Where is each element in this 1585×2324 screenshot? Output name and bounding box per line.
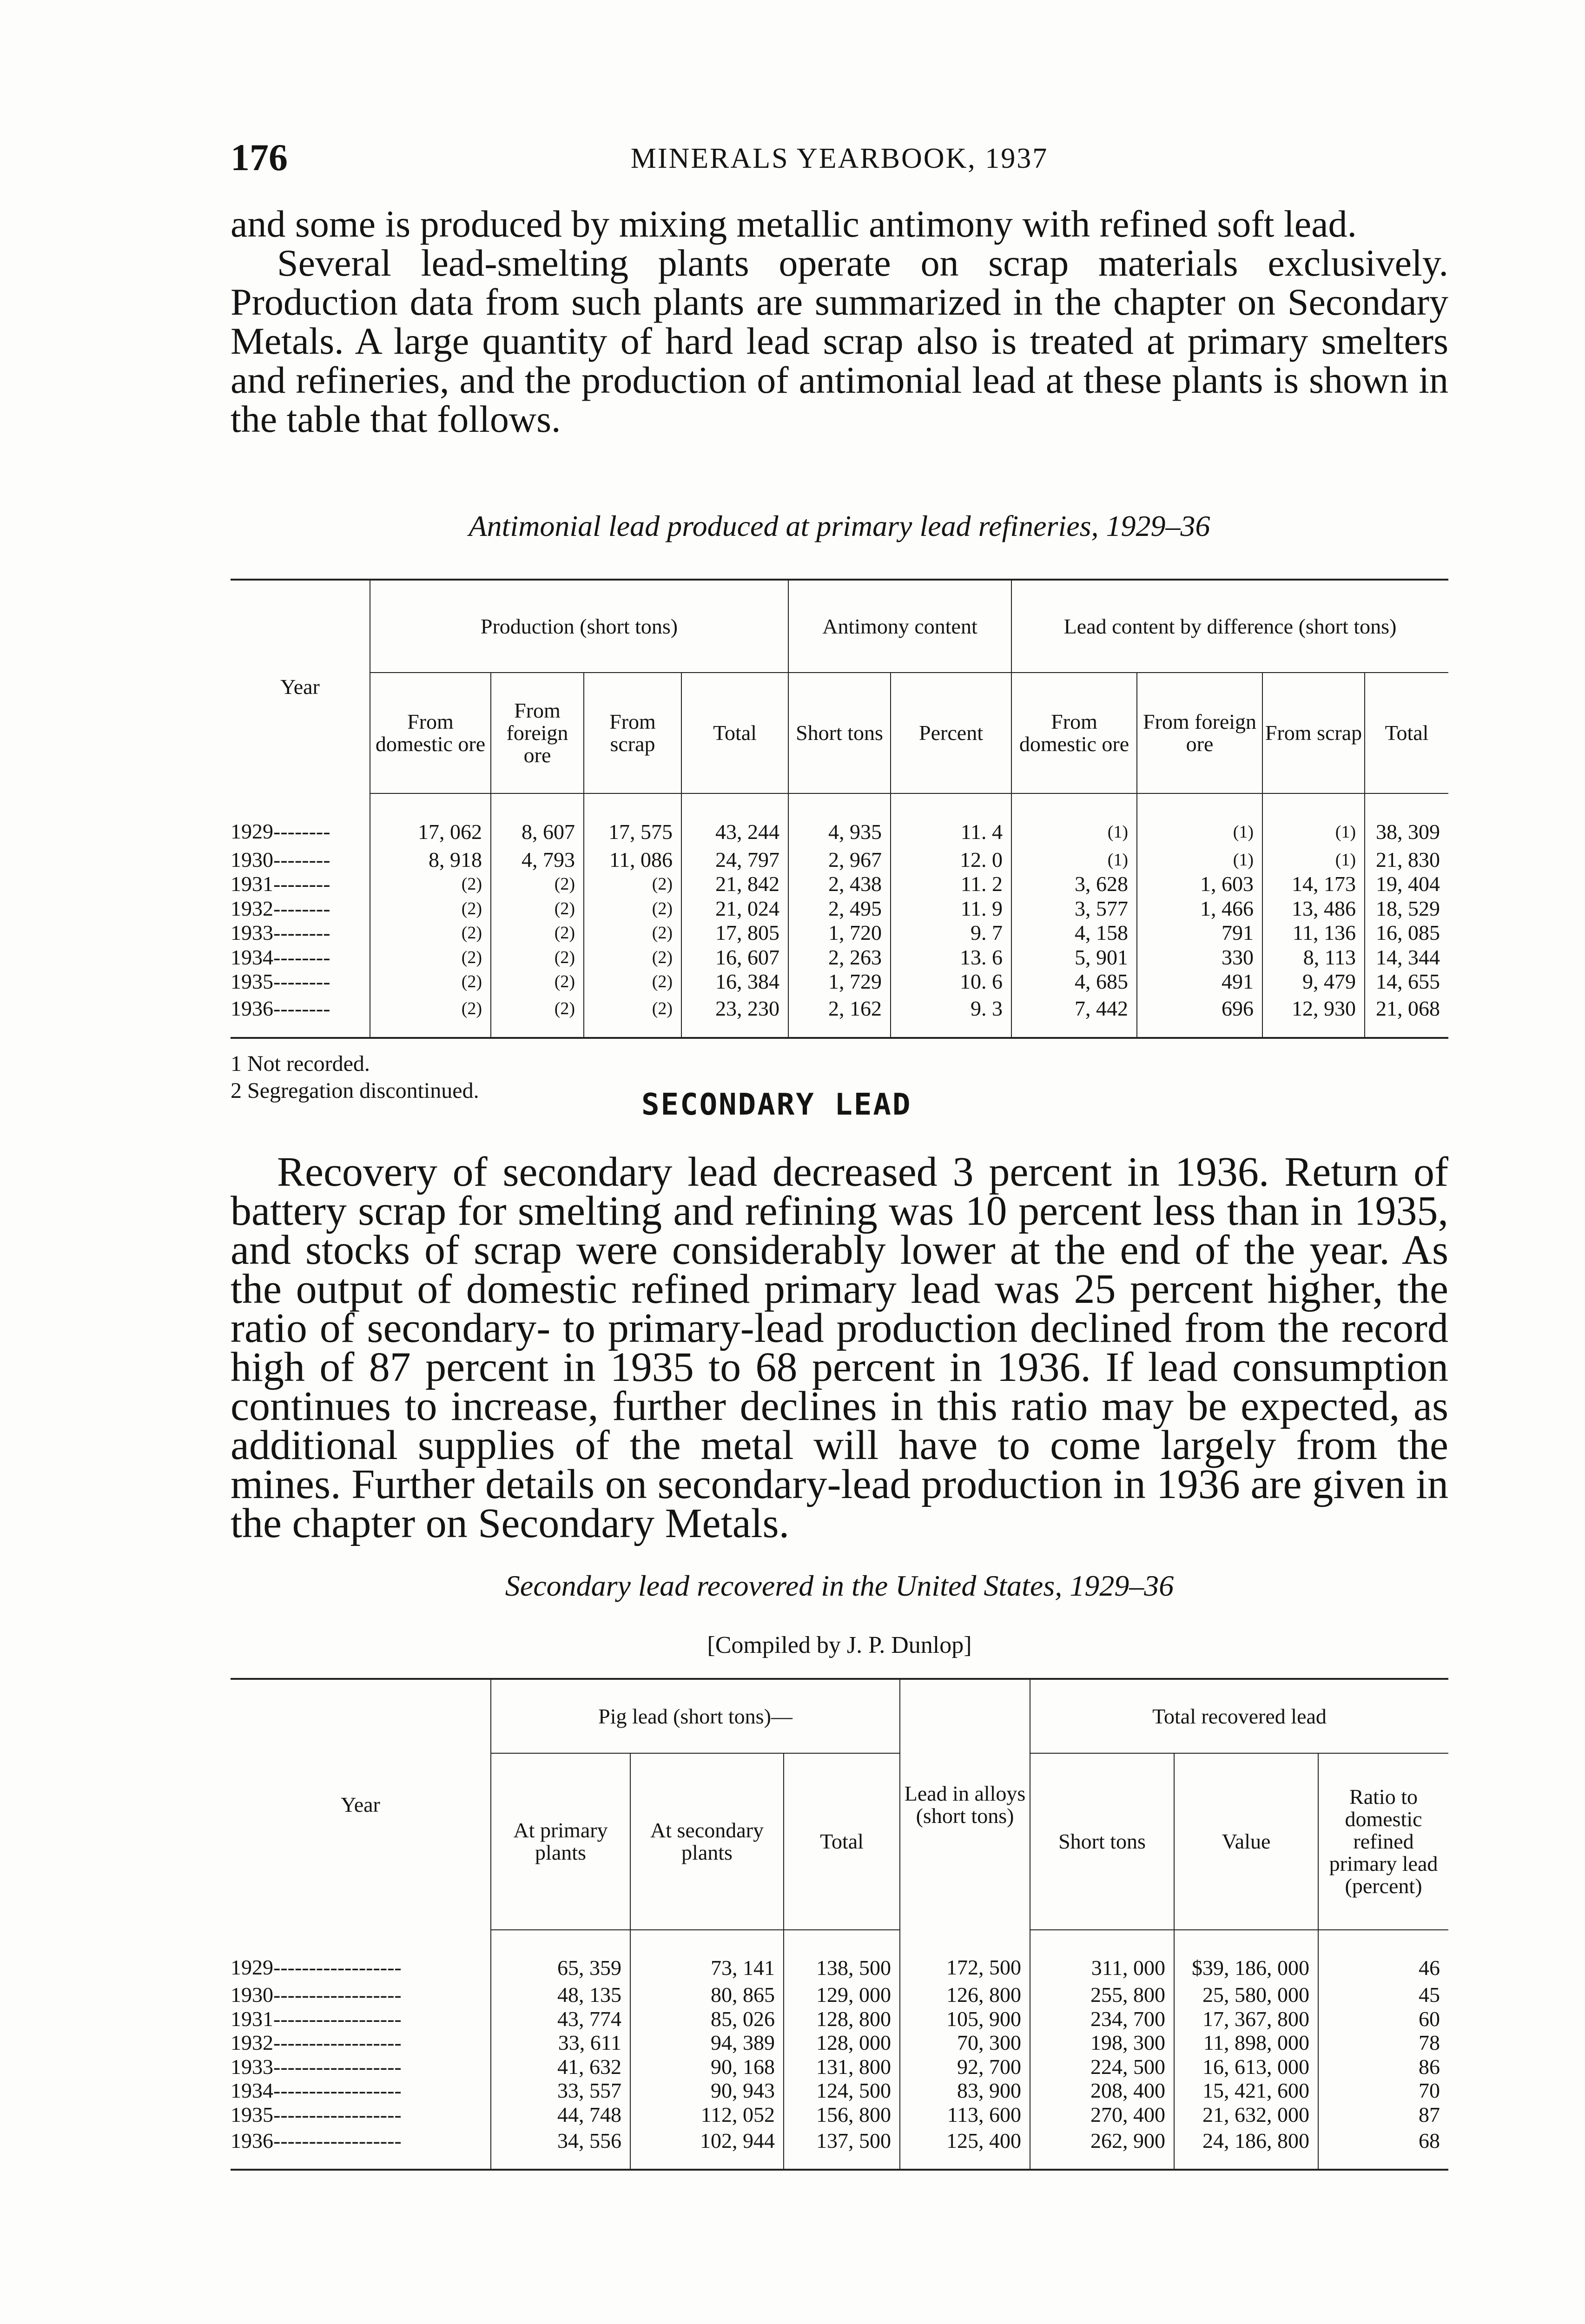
table-row <box>231 2103 1448 2126</box>
leader-dots: -------- <box>273 872 330 896</box>
intro-paragraph-2: Several lead-smelting plants operate on scrap materials exclusively. Production data from such plants are summarized in the chapter on Secondary Metals. A large quantity of hard lead scrap also is treated at primary smelters and refineries, and the production of antimonial lead at these plants is shown in the table that follows. <box>231 242 1448 440</box>
table-cell: 43, 244 <box>681 793 788 848</box>
table-row <box>231 970 1448 994</box>
year-cell <box>231 2079 491 2102</box>
table-cell: 330 <box>1137 945 1262 970</box>
year-label: 1931 <box>231 2007 273 2031</box>
running-head: MINERALS YEARBOOK, 1937 <box>630 143 1049 174</box>
table-cell: 68 <box>1318 2126 1448 2170</box>
table-cell: 17, 367, 800 <box>1174 2007 1318 2031</box>
table-cell: 94, 389 <box>630 2031 784 2054</box>
table-cell: (1) <box>1262 793 1365 848</box>
table-cell: 491 <box>1137 970 1262 994</box>
column-header: From domestic ore <box>1011 673 1137 793</box>
table-cell: 129, 000 <box>784 1983 900 2007</box>
table-cell: 9, 479 <box>1262 970 1365 994</box>
table-cell: 60 <box>1419 2007 1440 2031</box>
secondary-text <box>231 1149 1448 1546</box>
table-cell: 4, 935 <box>788 793 891 848</box>
table-cell: 25, 580, 000 <box>1174 1983 1318 2007</box>
table-cell: 126, 800 <box>900 1983 1030 2007</box>
year-cell <box>231 2126 491 2170</box>
table-cell: 1, 720 <box>788 921 891 945</box>
leader-dots: -------- <box>273 970 330 994</box>
table-cell: 17, 575 <box>584 793 681 848</box>
table-cell: 8, 607 <box>491 793 584 848</box>
column-header: At secondary plants <box>630 1753 784 1930</box>
year-cell <box>231 872 370 896</box>
table-row <box>231 2007 1448 2031</box>
table-cell: 172, 500 <box>900 1930 1030 1983</box>
table-cell: (2) <box>491 872 584 896</box>
leader-dots: -------- <box>273 945 330 969</box>
table-cell: (2) <box>370 872 491 896</box>
table-row <box>231 793 1448 848</box>
intro-paragraph-1: and some is produced by mixing metallic antimony with refined soft lead. <box>231 203 1357 245</box>
table-cell: 105, 900 <box>900 2007 1030 2031</box>
leader-dots: -------- <box>273 847 330 872</box>
table-cell: 137, 500 <box>784 2126 900 2170</box>
table-cell: 4, 158 <box>1011 921 1137 945</box>
column-header: Percent <box>891 673 1011 793</box>
table-cell: (2) <box>491 994 584 1038</box>
table-cell: 4, 793 <box>491 848 584 872</box>
column-header: Value <box>1174 1753 1318 1930</box>
table-cell: 1, 466 <box>1137 897 1262 921</box>
table-cell: 9. 3 <box>891 994 1011 1038</box>
table-cell: 2, 438 <box>788 872 891 896</box>
table-cell: 14, 655 <box>1376 970 1440 994</box>
year-label: 1929 <box>231 819 273 844</box>
table-cell: 41, 632 <box>491 2055 630 2079</box>
table-cell: 3, 577 <box>1011 897 1137 921</box>
table-cell: (2) <box>584 970 681 994</box>
table-cell: 3, 628 <box>1011 872 1137 896</box>
table-cell: 34, 556 <box>491 2126 630 2170</box>
column-header: Short tons <box>1030 1753 1174 1930</box>
table-cell: 262, 900 <box>1030 2126 1174 2170</box>
antimonial-table-caption: Antimonial lead produced at primary lead refineries, 1929–36 <box>469 509 1210 542</box>
table-cell: 1, 603 <box>1137 872 1262 896</box>
table-cell: 5, 901 <box>1011 945 1137 970</box>
table-cell: 11. 2 <box>891 872 1011 896</box>
secondary-lead-table <box>231 1678 1448 2171</box>
intro-text <box>231 205 1448 439</box>
column-header: Total <box>784 1753 900 1930</box>
table-cell: 9. 7 <box>891 921 1011 945</box>
column-header: From domestic ore <box>370 673 491 793</box>
table-cell: $39, 186, 000 <box>1174 1930 1318 1983</box>
table-cell: 124, 500 <box>784 2079 900 2102</box>
table-cell: (1) <box>1137 848 1262 872</box>
table-row <box>231 2126 1448 2170</box>
year-label: 1930 <box>231 1983 273 2007</box>
table-cell: 13, 486 <box>1262 897 1365 921</box>
year-cell <box>231 1930 491 1983</box>
leader-dots: ------------------ <box>273 1983 402 2007</box>
leader-dots: ------------------ <box>273 2007 402 2031</box>
column-header: From foreign ore <box>491 673 584 793</box>
year-label: 1933 <box>231 921 273 945</box>
table-cell: 16, 384 <box>681 970 788 994</box>
compiled-by: [Compiled by J. P. Dunlop] <box>707 1632 972 1658</box>
table-cell: 85, 026 <box>630 2007 784 2031</box>
year-label: 1935 <box>231 2102 273 2126</box>
table-cell: 10. 6 <box>891 970 1011 994</box>
antimony-group-header: Antimony content <box>788 580 1011 673</box>
leader-dots: ------------------ <box>273 2031 402 2055</box>
page-header <box>231 136 1448 187</box>
table-cell: 138, 500 <box>784 1930 900 1983</box>
table-cell: 16, 613, 000 <box>1174 2055 1318 2079</box>
leader-dots: ------------------ <box>273 1955 402 1980</box>
table-cell: 7, 442 <box>1011 994 1137 1038</box>
table-cell: 86 <box>1419 2054 1440 2079</box>
year-label: 1934 <box>231 945 273 969</box>
section-heading: SECONDARY LEAD <box>641 1088 912 1122</box>
column-header: From foreign ore <box>1137 673 1262 793</box>
year-cell <box>231 2031 491 2054</box>
table-cell: (2) <box>491 897 584 921</box>
table-cell: (2) <box>584 872 681 896</box>
table-cell: 33, 611 <box>491 2031 630 2054</box>
table-cell: 73, 141 <box>630 1930 784 1983</box>
table-cell: 38, 309 <box>1376 819 1440 844</box>
year-label: 1936 <box>231 2128 273 2152</box>
column-header: From scrap <box>584 673 681 793</box>
table-cell: 2, 495 <box>788 897 891 921</box>
alloys-column-header: Lead in alloys (short tons) <box>900 1679 1030 1930</box>
table-cell: 21, 024 <box>681 897 788 921</box>
table-cell: 14, 173 <box>1262 872 1365 896</box>
year-label: 1931 <box>231 872 273 896</box>
table-cell: (2) <box>491 970 584 994</box>
table-cell: (2) <box>584 897 681 921</box>
table-cell: 255, 800 <box>1030 1983 1174 2007</box>
column-header: At primary plants <box>491 1753 630 1930</box>
table-cell: 43, 774 <box>491 2007 630 2031</box>
leader-dots: ------------------ <box>273 2102 402 2126</box>
table-cell: 12, 930 <box>1262 994 1365 1038</box>
table-cell: (2) <box>370 921 491 945</box>
leader-dots: ------------------ <box>273 2128 402 2152</box>
table-cell: 90, 943 <box>630 2079 784 2102</box>
table-cell: 21, 830 <box>1376 847 1440 872</box>
table-cell: 12. 0 <box>891 848 1011 872</box>
table-cell: 80, 865 <box>630 1983 784 2007</box>
table-cell: 11. 9 <box>891 897 1011 921</box>
year-cell <box>231 970 370 994</box>
table-cell: 696 <box>1137 994 1262 1038</box>
table-cell: 17, 805 <box>681 921 788 945</box>
year-cell <box>231 793 370 848</box>
table-cell: 2, 967 <box>788 848 891 872</box>
table-row <box>231 872 1448 896</box>
table-cell: 2, 263 <box>788 945 891 970</box>
table-cell: (1) <box>1262 848 1365 872</box>
table-cell: (2) <box>370 994 491 1038</box>
table-row <box>231 897 1448 921</box>
table-cell: 21, 632, 000 <box>1174 2103 1318 2126</box>
table-cell: 14, 344 <box>1376 945 1440 969</box>
table-cell: 11, 086 <box>584 848 681 872</box>
table-cell: 24, 797 <box>681 848 788 872</box>
table-cell: 70, 300 <box>900 2031 1030 2054</box>
footnote: 1 Not recorded. <box>231 1051 370 1076</box>
table-cell: 270, 400 <box>1030 2103 1174 2126</box>
table-cell: 24, 186, 800 <box>1174 2126 1318 2170</box>
table-row <box>231 945 1448 970</box>
table-cell: 8, 113 <box>1262 945 1365 970</box>
antimonial-lead-table <box>231 579 1448 1039</box>
table-cell: (2) <box>370 945 491 970</box>
production-group-header: Production (short tons) <box>370 580 788 673</box>
table-cell: 48, 135 <box>491 1983 630 2007</box>
table-cell: 70 <box>1419 2079 1440 2103</box>
table-cell: 234, 700 <box>1030 2007 1174 2031</box>
table-cell: 83, 900 <box>900 2079 1030 2102</box>
table-cell: 11. 4 <box>891 793 1011 848</box>
year-column-header: Year <box>231 580 370 793</box>
table-row <box>231 1930 1448 1983</box>
leader-dots: ------------------ <box>273 2079 402 2103</box>
table-cell: 13. 6 <box>891 945 1011 970</box>
table-cell: 17, 062 <box>370 793 491 848</box>
column-header: From scrap <box>1262 673 1365 793</box>
year-column-header: Year <box>231 1679 491 1930</box>
year-label: 1932 <box>231 896 273 920</box>
table-cell: 16, 085 <box>1376 921 1440 945</box>
lead-content-group-header: Lead content by difference (short tons) <box>1011 580 1448 673</box>
table-cell: 2, 162 <box>788 994 891 1038</box>
secondary-table-caption: Secondary lead recovered in the United States, 1929–36 <box>505 1569 1174 1602</box>
year-label: 1935 <box>231 970 273 994</box>
table-cell: (1) <box>1011 793 1137 848</box>
column-header: Short tons <box>788 673 891 793</box>
table-cell: (1) <box>1011 848 1137 872</box>
year-label: 1930 <box>231 847 273 872</box>
table-row <box>231 994 1448 1038</box>
table-cell: (1) <box>1137 793 1262 848</box>
table-cell: 92, 700 <box>900 2055 1030 2079</box>
leader-dots: -------- <box>273 921 330 945</box>
pig-lead-group-header: Pig lead (short tons)— <box>491 1679 900 1753</box>
table-cell: 21, 068 <box>1365 994 1448 1038</box>
table-cell: 224, 500 <box>1030 2055 1174 2079</box>
column-header: Ratio to domestic refined primary lead (percent) <box>1318 1753 1448 1930</box>
table-cell: 18, 529 <box>1376 896 1440 920</box>
table-row <box>231 2055 1448 2079</box>
table-row <box>231 1983 1448 2007</box>
table-row <box>231 2031 1448 2054</box>
leader-dots: -------- <box>273 896 330 920</box>
year-label: 1929 <box>231 1955 273 1980</box>
table-cell: (2) <box>370 897 491 921</box>
table-row <box>231 921 1448 945</box>
table-cell: 311, 000 <box>1030 1930 1174 1983</box>
table-cell: 208, 400 <box>1030 2079 1174 2102</box>
leader-dots: -------- <box>273 819 330 844</box>
table-cell: 45 <box>1419 1983 1440 2007</box>
table-cell: 15, 421, 600 <box>1174 2079 1318 2102</box>
table-cell: 44, 748 <box>491 2103 630 2126</box>
year-cell <box>231 945 370 970</box>
table-cell: 156, 800 <box>784 2103 900 2126</box>
table-cell: (2) <box>491 945 584 970</box>
leader-dots: -------- <box>273 996 330 1020</box>
table-cell: 19, 404 <box>1376 872 1440 896</box>
table-cell: 11, 136 <box>1262 921 1365 945</box>
table-cell: (2) <box>584 945 681 970</box>
year-label: 1933 <box>231 2054 273 2079</box>
year-label: 1932 <box>231 2031 273 2055</box>
table-cell: 113, 600 <box>900 2103 1030 2126</box>
year-label: 1936 <box>231 996 273 1020</box>
page-number: 176 <box>231 136 288 178</box>
leader-dots: ------------------ <box>273 2054 402 2079</box>
year-cell <box>231 897 370 921</box>
table-cell: 128, 800 <box>784 2007 900 2031</box>
table-cell: 46 <box>1419 1955 1440 1980</box>
table-cell: 23, 230 <box>681 994 788 1038</box>
table-cell: 198, 300 <box>1030 2031 1174 2054</box>
footnote: 2 Segregation discontinued. <box>231 1078 479 1103</box>
table-cell: 1, 729 <box>788 970 891 994</box>
table-cell: 16, 607 <box>681 945 788 970</box>
table-cell: (2) <box>584 994 681 1038</box>
antimonial-footnotes <box>231 1050 479 1104</box>
column-header: Total <box>1365 673 1448 793</box>
table-cell: 33, 557 <box>491 2079 630 2102</box>
year-label: 1934 <box>231 2079 273 2103</box>
secondary-paragraph: Recovery of secondary lead decreased 3 percent in 1936. Return of battery scrap for smelting and refining was 10 percent less than in 1935, and stocks of scrap were considerably lower at the end of the year. As the output of domestic refined primary lead was 25 percent higher, the ratio of secondary- to primary-lead production declined from the record high of 87 percent in 1935 to 68 percent in 1936. If lead consumption continues to increase, further declines in this ratio may be expected, as additional supplies of the metal will have to come largely from the mines. Further details on secondary-lead production in 1936 are given in the chapter on Secondary Metals. <box>231 1149 1448 1546</box>
table-cell: 112, 052 <box>630 2103 784 2126</box>
table-cell: (2) <box>370 970 491 994</box>
table-cell: (2) <box>584 921 681 945</box>
total-recovered-group-header: Total recovered lead <box>1030 1679 1448 1753</box>
year-cell <box>231 1983 491 2007</box>
table-cell: 131, 800 <box>784 2055 900 2079</box>
table-row <box>231 2079 1448 2102</box>
year-cell <box>231 921 370 945</box>
table-cell: (2) <box>491 921 584 945</box>
table-cell: 791 <box>1137 921 1262 945</box>
table-cell: 65, 359 <box>491 1930 630 1983</box>
table-cell: 128, 000 <box>784 2031 900 2054</box>
column-header: Total <box>681 673 788 793</box>
year-cell <box>231 848 370 872</box>
table-cell: 125, 400 <box>900 2126 1030 2170</box>
table-cell: 21, 842 <box>681 872 788 896</box>
table-cell: 78 <box>1419 2031 1440 2055</box>
table-cell: 87 <box>1419 2102 1440 2126</box>
year-cell <box>231 2055 491 2079</box>
table-row <box>231 848 1448 872</box>
table-cell: 4, 685 <box>1011 970 1137 994</box>
table-cell: 90, 168 <box>630 2055 784 2079</box>
table-cell: 8, 918 <box>370 848 491 872</box>
table-cell: 11, 898, 000 <box>1174 2031 1318 2054</box>
year-cell <box>231 2007 491 2031</box>
year-cell <box>231 2103 491 2126</box>
table-cell: 102, 944 <box>630 2126 784 2170</box>
year-cell <box>231 994 370 1038</box>
